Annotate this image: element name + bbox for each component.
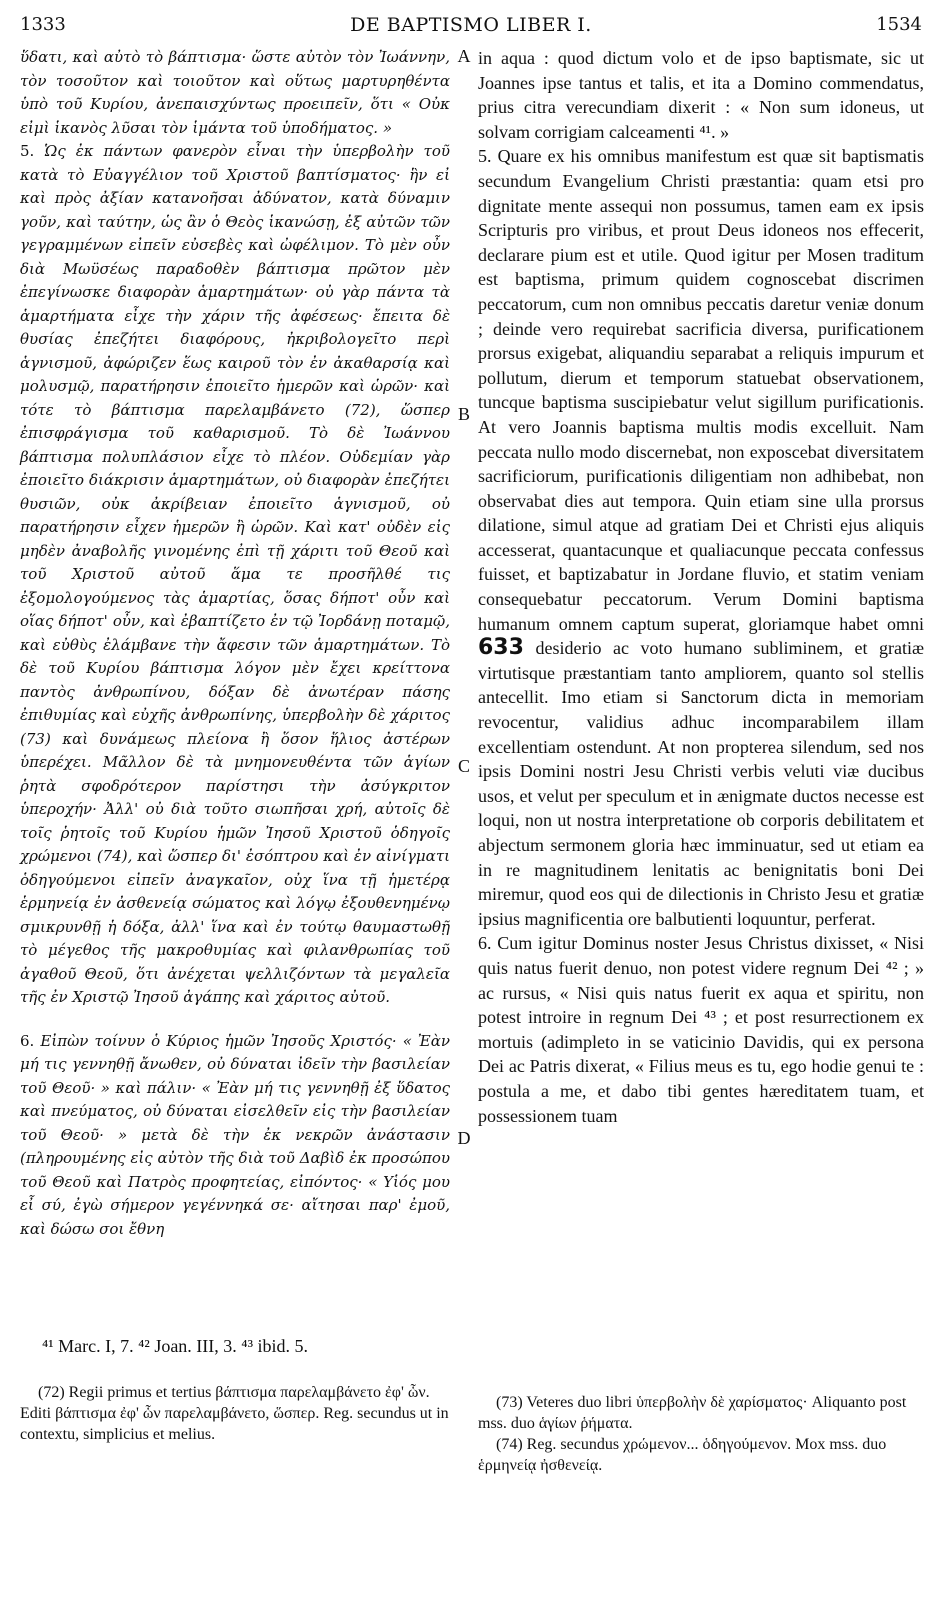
greek-paragraph-5-text: Ὡς ἐκ πάντων φανερὸν εἶναι τὴν ὑπερβολὴν τοῦ κατὰ τὸ Εὐαγγέλιον τοῦ Χριστοῦ βαπτίσματος· ἣν εἰ καὶ πρὸς ἀξίαν κατανοῆσαι ἀδύνατον, κατὰ δύναμιν γοῦν, καὶ ταύτην, ὡς ἂν ὁ Θεὸς ἱκανώσῃ, ἐξ αὐτῶν τῶν γεγραμμένων εἰπεῖν εὐσεβὲς καὶ ὠφέλιμον. Τὸ μὲν οὖν διὰ Μωϋσέως παραδοθὲν βάπτισμα πρῶτον μὲν ἐπεγίνωσκε διαφορὰν ἁμαρτημάτων· οὐ γὰρ πάντα τὰ ἁμαρτήματα εἶχε τὴν χάριν τῆς ἀφέσεως· ἔπειτα δὲ θυσίας ἐπεζήτει διαφόρους, ἠκριβολογεῖτο περὶ ἁγνισμοῦ, ἀφώριζεν ἕως καιροῦ τὸν ἐν ἀκαθαρσίᾳ καὶ μολυσμῷ, παρατήρησιν ἐποιεῖτο ἡμερῶν καὶ ὡρῶν· καὶ τότε τὸ βάπτισμα παρελαμβάνετο (72), ὥσπερ ἐπισφράγισμα τοῦ καθαρισμοῦ. Τὸ δὲ Ἰωάννου βάπτισμα πολυπλάσιον εἶχε τὸ πλέον. Οὐδεμίαν γὰρ ἐποιεῖτο διάκρισιν ἁμαρτημάτων, οὐ διαφορὰν ἐπεζήτει θυσιῶν, οὐκ ἀκρίβειαν ἐποιεῖτο ἁγνισμοῦ, οὐ παρατήρησιν εἶχεν ἡμερῶν ἢ ὡρῶν. Καὶ κατ' οὐδὲν εἰς μηδὲν ἀναβολῆς γινομένης ἐπὶ τῇ χάριτι τοῦ Θεοῦ καὶ τοῦ Χριστοῦ αὐτοῦ ἅμα τε προσῆλθέ τις ἐξομολογούμενος τὰς ἁμαρτίας, ὅσας δήποτ' οὖν καὶ οἵας δήποτ' οὖν, καὶ ἐβαπτίζετο ἐν τῷ Ἰορδάνῃ ποταμῷ, καὶ εὐθὺς ἐλάμβανε τὴν ἄφεσιν τῶν ἁμαρτημάτων. Τὸ δὲ τοῦ Κυρίου βάπτισμα λόγον μὲν ἔχει κρείττονα παντὸς ἀνθρωπίνου, δόξαν δὲ ἀνωτέραν πάσης ἐπιθυμίας καὶ εὐχῆς ἀνθρωπίνης, ὑπερβολὴν δὲ χάριτος (73) καὶ δυνάμεως πλείονα ἢ ὅσον ἥλιος ἀστέρων ὑπερέχει. Μᾶλλον δὲ τὰ μνημονευθέντα τῶν ἁγίων ῥητὰ σφοδρότερον παρίστησι τὴν ἀσύγκριτον ὑπεροχήν· Ἀλλ' οὐ διὰ τοῦτο σιωπῆσαι χρή, αὐτοῖς δὲ τοῖς ῥητοῖς τοῦ Κυρίου ἡμῶν Ἰησοῦ Χριστοῦ ὁδηγοῖς χρώμενοι (74), καὶ ὥσπερ δι' ἐσόπτρου καὶ ἐν αἰνίγματι ὁδηγούμενοι εἰπεῖν ἀναγκαῖον, οὐχ ἵνα τῇ ἡμετέρᾳ ἑρμηνείᾳ ἐν ἀσθενείᾳ σώματος καὶ λόγῳ ἐξουθενημένῳ σμικρυνθῇ ἡ δόξα, ἀλλ' ἵνα καὶ ἐν τούτῳ θαυμαστωθῇ τὸ μέγεθος τῆς μακροθυμίας καὶ φιλανθρωπίας τοῦ ἀγαθοῦ Θεοῦ, ὅτι ἀνέχεται ψελλιζόντων τὰ μεγαλεῖα τῆς ἐν Χριστῷ Ἰησοῦ ἀγάπης καὶ χάριτος αὐτοῦ. xyxy=(20,142,450,1006)
scripture-references: ⁴¹ Marc. I, 7. ⁴² Joan. III, 3. ⁴³ ibid. 5. xyxy=(42,1336,308,1356)
latin-paragraph-5-text-b: desiderio ac voto humano subliminem, et gratiæ virtutisque præstantiam tanto ampliorem, quanto sol stellis antecellit. Imo etiam si Sanctorum dicta in memoriam revocentur, validius adhuc incomparabilem illam excellentiam ostendunt. At non propterea silendum, sed nos ipsis Domini nostri Jesu Christi verbis veluti viæ ducibus usos, et velut per speculum et in ænigmate ductos necesse est loqui, non ut nostra interpretatione ob corporis debilitatem et abjectum sermonem gloria hæc imminuatur, sed ut etiam ea in re magnitudinem lenitatis ac benignitatis boni Dei miremur, quod eos qui de dilectionis in Christo Jesu et gratiæ ipsius magnificentia ore balbutienti loquuntur, perferat. xyxy=(478,638,925,929)
page-number-right: 1534 xyxy=(876,14,922,35)
footnotes-right xyxy=(478,1392,924,1476)
greek-section-number-5: 5. xyxy=(20,142,35,160)
latin-section-number-5: 5. xyxy=(478,146,492,167)
marker-b: B xyxy=(457,404,470,424)
greek-column xyxy=(20,46,450,1241)
running-header xyxy=(20,14,922,42)
latin-paragraph-5-text-a: Quare ex his omnibus manifestum est quæ sit baptismatis secundum Evangelium Christi præstantia: quam etsi pro dignitate mente assequi non possumus, tamen eam ex ipsis Scripturis pro viribus, et prout Deus idoneos nos effecerit, declarare pium est et utile. Quod igitur per Mosen traditum est baptisma, primum quidem cognoscebat discrimen peccatorum, cum non omnibus peccatis daretur veniæ donum ; deinde vero requirebat sacrificia diversa, purificationem prorsus exigebat, aliquandiu separabat a reliquis impurum et pollutum, dierum et temporum statuebat observationem, tuncque baptisma suscipiebatur velut sigillum purificationis. At vero Joannis baptisma multis modis excelluit. Nam peccata nullo modo discernebat, non exposcebat diversitatem sacrificiorum, purificationis diligentiam non adhibebat, non observabat dies aut tempora. Quin etiam sine ulla prorsus dilatione, simul atque ad gratiam Dei et Christi ejus aliquis accesserat, quantacunque et qualiacunque peccata confessus fuisset, et baptizabatur in Jordane fluvio, et statim veniam consequebatur peccatorum. Verum Domini baptisma humanum omnem captum superat, gloriamque habet omni xyxy=(478,146,924,634)
latin-paragraph-5 xyxy=(478,144,924,931)
column-number-633: 633 xyxy=(478,635,524,661)
latin-column xyxy=(478,46,924,1128)
greek-paragraph-6-text: Εἰπὼν τοίνυν ὁ Κύριος ἡμῶν Ἰησοῦς Χριστός· « Ἐὰν μή τις γεννηθῇ ἄνωθεν, οὐ δύναται ἰδεῖν τὴν βασιλείαν τοῦ Θεοῦ· » καὶ πάλιν· « Ἐὰν μή τις γεννηθῇ ἐξ ὕδατος καὶ πνεύματος, οὐ δύναται εἰσελθεῖν εἰς τὴν βασιλείαν τοῦ Θεοῦ· » μετὰ δὲ τὴν ἐκ νεκρῶν ἀνάστασιν (πληρουμένης εἰς αὐτὸν τῆς διὰ τοῦ Δαβὶδ ἐκ προσώπου τοῦ Θεοῦ καὶ Πατρὸς προφητείας, εἰπόντος· « Υἱός μου εἶ σύ, ἐγὼ σήμερον γεγέννηκά σε· αἴτησαι παρ' ἐμοῦ, καὶ δώσω σοι ἔθνη xyxy=(20,1031,450,1238)
marker-a: A xyxy=(457,46,471,66)
page-number-left: 1333 xyxy=(20,14,66,35)
greek-paragraph-6 xyxy=(20,1030,450,1242)
latin-paragraph-6 xyxy=(478,931,924,1128)
latin-section-number-6: 6. xyxy=(478,933,492,954)
latin-paragraph-1: in aqua : quod dictum volo et de ipso baptismate, sic ut Joannes ipse tantus et talis, et ita a Domino commendatus, prius citra verecundiam dixerit : « Non sum idoneus, ut solvam corrigiam calceamenti ⁴¹. » xyxy=(478,48,924,142)
greek-paragraph-5 xyxy=(20,140,450,1010)
footnote-73: (73) Veteres duo libri ὑπερβολὴν δὲ χαρίσματος· Aliquanto post mss. duo ἁγίων ῥήματα. xyxy=(478,1394,907,1432)
footnote-74: (74) Reg. secundus χρώμενον... ὁδηγούμενον. Mox mss. duo ἑρμηνείᾳ ἠσθενείᾳ. xyxy=(478,1436,887,1474)
greek-section-number-6: 6. xyxy=(20,1031,35,1050)
marker-d: D xyxy=(457,1128,471,1148)
marker-c: C xyxy=(457,756,470,776)
latin-paragraph-6-text: Cum igitur Dominus noster Jesus Christus dixisset, « Nisi quis natus fuerit denuo, non potest videre regnum Dei ⁴² ; » ac rursus, « Nisi quis natus fuerit ex aqua et spiritu, non potest introire in regnum Dei ⁴³ ; et post resurrectionem ex mortuis (adimpleto in se vaticinio Davidis, qui ex persona Dei ac Patris dixerat, « Filius meus es tu, ego hodie genui te : postula a me, et dabo tibi gentes hæreditatem tuam, et possessionem tuam xyxy=(478,933,924,1126)
greek-paragraph-1: ὕδατι, καὶ αὐτὸ τὸ βάπτισμα· ὥστε αὐτὸν τὸν Ἰωάννην, τὸν τοσοῦτον καὶ τοιοῦτον καὶ οὕτως μαρτυρηθέντα ὑπὸ τοῦ Κυρίου, ἀνεπαισχύντως προειπεῖν, ὅτι « Οὐκ εἰμὶ ἱκανὸς λῦσαι τὸν ἱμάντα τοῦ ὑποδήματος. » xyxy=(20,48,450,137)
footnote-72: (72) Regii primus et tertius βάπτισμα παρελαμβάνετο ἐφ' ὧν. Editi βάπτισμα ἐφ' ὧν παρελαμβάνετο, ὥσπερ. Reg. secundus ut in contextu, simplicius et melius. xyxy=(20,1384,449,1443)
running-title: DE BAPTISMO LIBER I. xyxy=(350,14,592,36)
